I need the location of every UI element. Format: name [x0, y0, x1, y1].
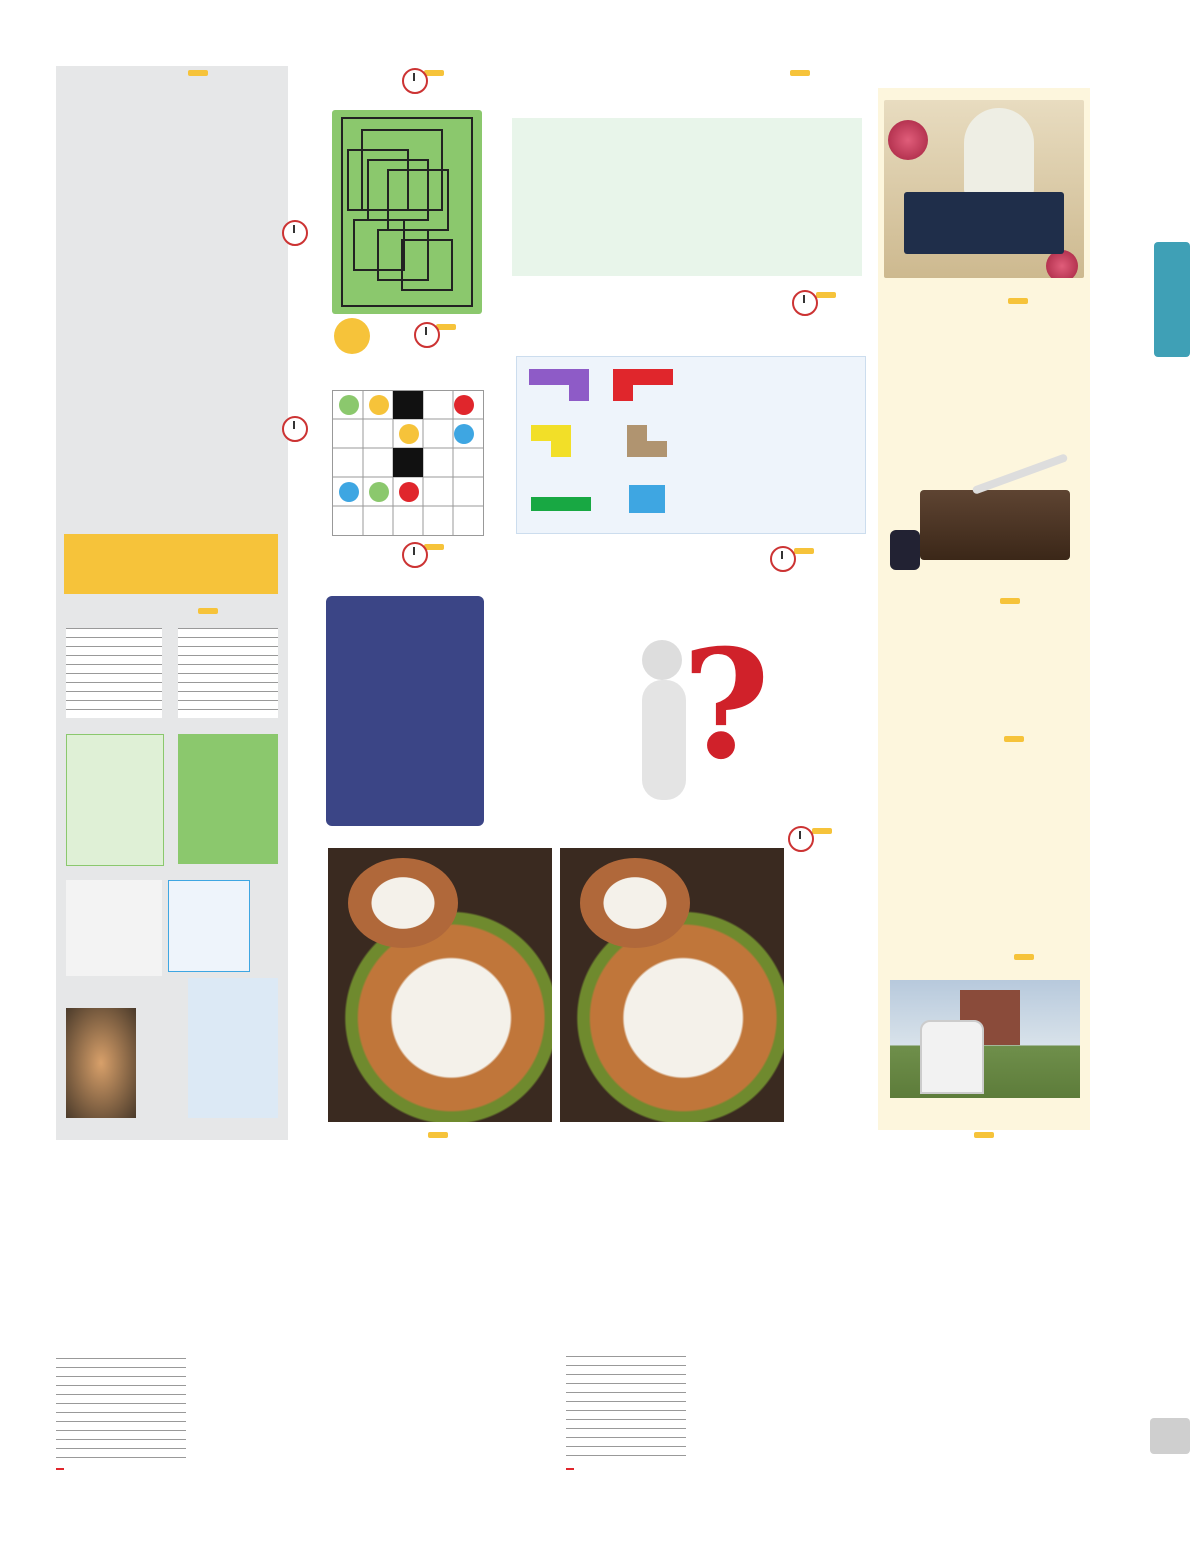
tarin-tag: [1014, 954, 1034, 960]
jadval-motavaset-right: [56, 1154, 226, 1162]
khat-node-2: [369, 395, 389, 415]
khat-node-7: [369, 482, 389, 502]
bowl-top-left: [348, 858, 458, 948]
masthead: [1092, 80, 1200, 220]
page-number: [1150, 1418, 1190, 1454]
solution-photo: [66, 1008, 136, 1118]
ekhtelaf-clock-icon: [788, 826, 814, 852]
sudoku-1-clock-icon: [282, 220, 308, 246]
sudoku-tag: [188, 70, 208, 76]
hekayat-image: [884, 100, 1084, 278]
solution-crossword-2: [178, 628, 278, 718]
solution-khat: [168, 880, 250, 972]
solution-label-left: [56, 1468, 64, 1470]
ekhtelaf-tag: [812, 828, 832, 834]
hal-tag: [198, 608, 218, 614]
sudoku-2-clock-icon: [282, 416, 308, 442]
ettelaat-tag: [794, 548, 814, 554]
zehn-clock-icon: [402, 542, 428, 568]
ekhtelaf-photo-right: [560, 848, 784, 1122]
flower-right-icon: [1046, 250, 1078, 278]
bowl-top-right: [580, 858, 690, 948]
solution-label-mid: [566, 1468, 574, 1470]
khat-node-5: [399, 424, 419, 444]
quill-icon: [972, 453, 1069, 495]
khat-node-8: [339, 482, 359, 502]
inkpot-icon: [890, 530, 920, 570]
jadval-mid-clues: [564, 1140, 774, 1144]
hekayat-tag: [1008, 298, 1028, 304]
khat-board: [332, 390, 484, 536]
jadval-sakht-tag: [974, 1132, 994, 1138]
solution-riazi: [66, 734, 164, 866]
book-tag: [1000, 598, 1020, 604]
khat-node-6: [399, 482, 419, 502]
khat-badge: [334, 318, 370, 354]
root-tag: [1004, 736, 1024, 742]
tetris-clock-icon: [792, 290, 818, 316]
book-stack: [920, 490, 1070, 560]
figure-torso: [642, 680, 686, 800]
book-image: [890, 460, 1080, 578]
solution-crossword-1: [66, 628, 162, 718]
jadval-motavaset-tag: [428, 1132, 448, 1138]
solution-thumb-left: [56, 1358, 186, 1466]
zehn-board: [326, 596, 484, 826]
poet-figure: [964, 108, 1034, 198]
flower-left-icon: [888, 120, 928, 160]
quote-box: [904, 192, 1064, 254]
hoosh-squares: [332, 110, 482, 314]
tiny-house: [920, 1020, 984, 1094]
khat-clock-icon: [414, 322, 440, 348]
solution-tetris: [188, 978, 278, 1118]
ettelaat-clock-icon: [770, 546, 796, 572]
figure-body: [642, 640, 682, 680]
khat-node-4: [454, 424, 474, 444]
question-mark-figure: [612, 617, 770, 810]
ekhtelaf-photo-left: [328, 848, 552, 1122]
quote-text: [904, 192, 1064, 200]
masthead-meta: [1092, 84, 1200, 90]
khat-node-3: [339, 395, 359, 415]
riazi-board: [512, 118, 862, 276]
solution-thumbs: [62, 628, 284, 1132]
question-mark-icon: ?: [682, 617, 770, 793]
squares-figure: [332, 110, 482, 314]
solution-text: [66, 880, 162, 976]
solution-hoosh: [178, 734, 278, 864]
section-label: [1154, 242, 1190, 357]
riazi-tag: [790, 70, 810, 76]
solution-thumb-mid: [566, 1354, 686, 1464]
tarin-image: [890, 980, 1080, 1098]
tetris-board: [516, 356, 866, 534]
hoosh-clock-icon: [402, 68, 428, 94]
tetris-tag: [816, 292, 836, 298]
ertebat-box: [64, 534, 278, 594]
khat-node-1: [454, 395, 474, 415]
tetris-svg: [517, 357, 865, 533]
